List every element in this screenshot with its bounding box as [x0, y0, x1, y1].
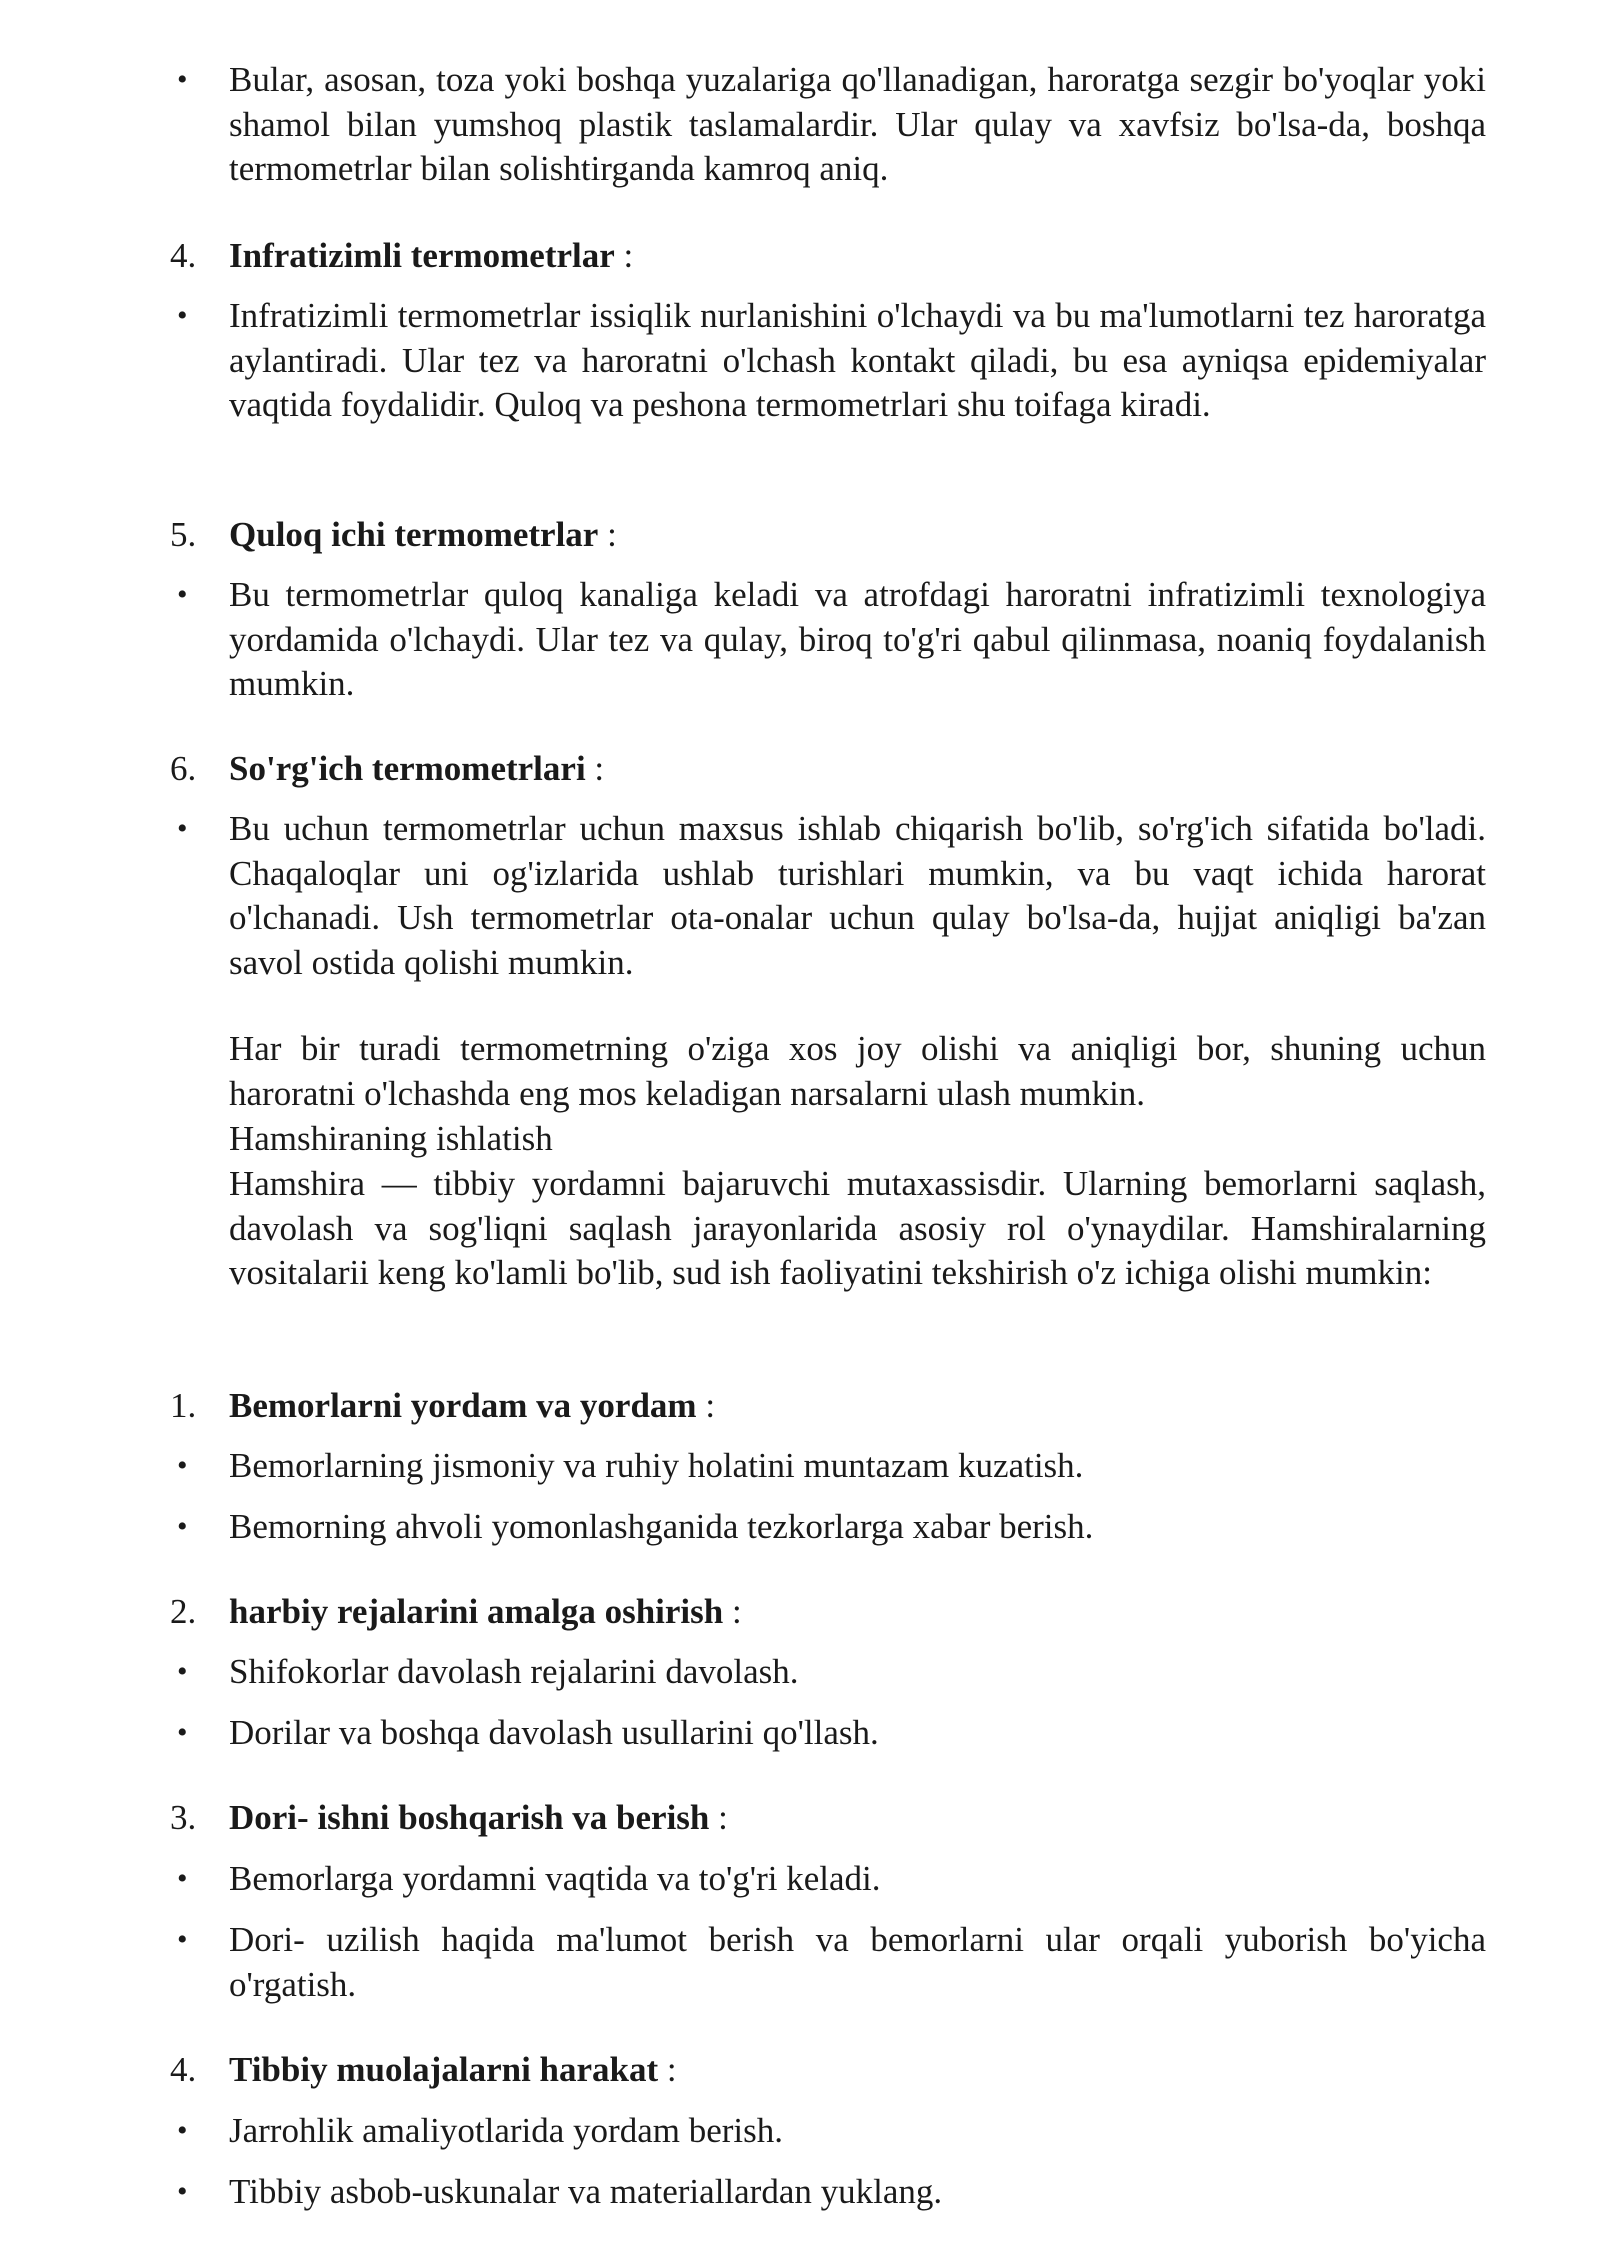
heading-text: [229, 513, 1486, 558]
bullet-marker: •: [177, 2175, 188, 2208]
bullet-text: Bemorlarning jismoniy va ruhiy holatini muntazam kuzatish.: [229, 1446, 1084, 1485]
heading-text: [229, 234, 1486, 279]
bullet-marker: •: [177, 63, 188, 96]
list-number: 4.: [170, 236, 197, 275]
heading-title: Bemorlarni yordam va yordam: [229, 1386, 697, 1425]
heading-suffix: :: [709, 1798, 728, 1837]
bullet-marker: •: [177, 1862, 188, 1895]
bullet-marker: •: [177, 1655, 188, 1688]
bullet-marker: •: [177, 812, 188, 845]
heading-suffix: :: [614, 236, 634, 275]
bullet-marker: •: [177, 1716, 188, 1749]
paragraph-text: Har bir turadi termometrning o'ziga xos joy olishi va aniqligi bor, shuning uchun haroratni o'lchashda eng mos keladigan narsalarni ulash mumkin.: [229, 1029, 1486, 1113]
bullet-text: Infratizimli termometrlar issiqlik nurlanishini o'lchaydi va bu ma'lumotlarni tez haroratga aylantiradi. Ular tez va haroratni o'lchash kontakt qiladi, bu esa ayniqsa epidemiyalar vaqtida foydalidir. Quloq va peshona termometrlari shu toifaga kiradi.: [229, 296, 1486, 424]
heading-suffix: :: [723, 1592, 742, 1631]
bullet-text: Dorilar va boshqa davolash usullarini qo'llash.: [229, 1713, 879, 1752]
bullet-marker: •: [177, 1449, 188, 1482]
bullet-text: Bu uchun termometrlar uchun maxsus ishlab chiqarish bo'lib, so'rg'ich sifatida bo'ladi. Chaqaloqlar uni og'izlarida ushlab turishlari mumkin, va bu vaqt ichida harorat o'lchanadi. Ush termometrlar ota-onalar uchun qulay bo'lsa-da, hujjat aniqligi ba'zan savol ostida qolishi mumkin.: [229, 809, 1486, 982]
heading-text: [229, 747, 1486, 792]
paragraph-text: Hamshira — tibbiy yordamni bajaruvchi mutaxassisdir. Ularning bemorlarni saqlash, davolash va sog'liqni saqlash jarayonlarida asosiy rol o'ynaydilar. Hamshiralarning vositalarii keng ko'lamli bo'lib, sud ish faoliyatini tekshirish o'z ichiga olishi mumkin:: [229, 1164, 1486, 1292]
heading-text: [229, 1384, 1486, 1429]
heading-title: So'rg'ich termometrlari: [229, 749, 586, 788]
list-number: 6.: [170, 749, 197, 788]
bullet-marker: •: [177, 1510, 188, 1543]
list-number: 1.: [170, 1386, 197, 1425]
bullet-text: Dori- uzilish haqida ma'lumot berish va bemorlarni ular orqali yuborish bo'yicha o'rgatish.: [229, 1920, 1486, 2004]
bullet-text: Tibbiy asbob-uskunalar va materiallardan yuklang.: [229, 2172, 943, 2211]
list-number: 2.: [170, 1592, 197, 1631]
heading-suffix: :: [585, 749, 605, 788]
heading-suffix: :: [598, 515, 617, 554]
heading-text: [229, 1590, 1486, 1635]
heading-title: harbiy rejalarini amalga oshirish: [229, 1592, 724, 1631]
bullet-text: Bu termometrlar quloq kanaliga keladi va atrofdagi haroratni infratizimli texnologiya yordamida o'lchaydi. Ular tez va qulay, biroq to'g'ri qabul qilinmasa, noaniq foydalanish mumkin.: [229, 575, 1486, 703]
bullet-text: Bular, asosan, toza yoki boshqa yuzalariga qo'llanadigan, haroratga sezgir bo'yoqlar yoki shamol bilan yumshoq plastik taslamalardir. Ular qulay va xavfsiz bo'lsa-da, boshqa termometrlar bilan solishtirganda kamroq aniq.: [229, 60, 1486, 188]
bullet-marker: •: [177, 578, 188, 611]
heading-title: Infratizimli termometrlar: [229, 236, 615, 275]
bullet-marker: •: [177, 1923, 188, 1956]
list-number: 5.: [170, 515, 197, 554]
list-number: 4.: [170, 2050, 197, 2089]
heading-title: Tibbiy muolajalarni harakat: [229, 2050, 659, 2089]
bullet-text: Jarrohlik amaliyotlarida yordam berish.: [229, 2111, 784, 2150]
heading-text: [229, 2048, 1486, 2093]
heading-title: Dori- ishni boshqarish va berish: [229, 1798, 710, 1837]
bullet-marker: •: [177, 2114, 188, 2147]
heading-suffix: :: [658, 2050, 677, 2089]
bullet-text: Bemorning ahvoli yomonlashganida tezkorlarga xabar berish.: [229, 1507, 1094, 1546]
bullet-marker: •: [177, 299, 188, 332]
heading-text: [229, 1796, 1486, 1841]
heading-title: Quloq ichi termometrlar: [229, 515, 599, 554]
bullet-text: Bemorlarga yordamni vaqtida va to'g'ri keladi.: [229, 1859, 881, 1898]
heading-suffix: :: [696, 1386, 716, 1425]
list-number: 3.: [170, 1798, 197, 1837]
bullet-text: Shifokorlar davolash rejalarini davolash.: [229, 1652, 799, 1691]
section-title: Hamshiraning ishlatish: [229, 1119, 553, 1158]
